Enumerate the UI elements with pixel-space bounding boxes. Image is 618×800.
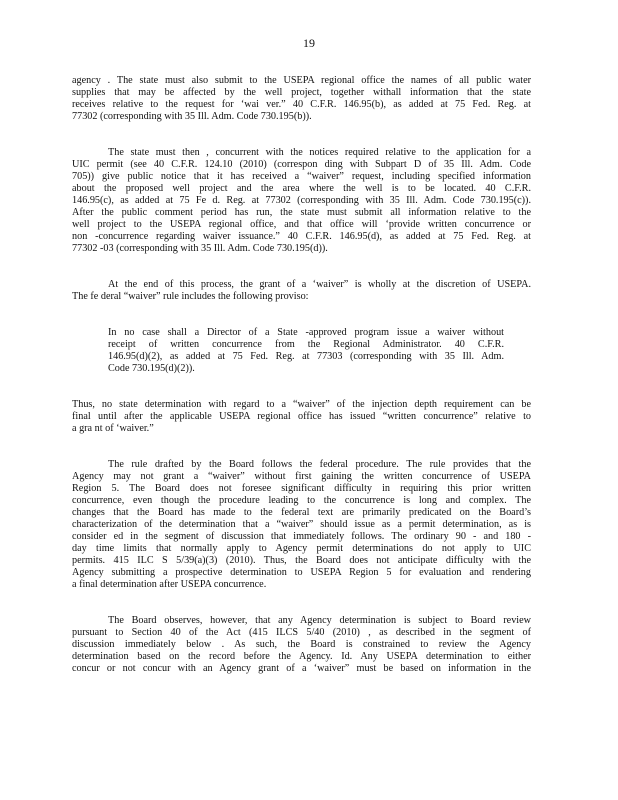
- text-line: The Board observes, however, that any Agency determination is subject to Board review: [108, 615, 531, 626]
- text-line: receives relative to the request for ‘wai ver.” 40 C.F.R. 146.95(b), as added at 75 Fed. Reg. at: [72, 99, 531, 110]
- text-line: a gra nt of ‘waiver.”: [72, 423, 154, 434]
- text-line: The fe deral “waiver” rule includes the following proviso:: [72, 291, 309, 302]
- text-line: characterization of the determination that a “waiver” should issue as a permit determination, as is: [72, 519, 531, 530]
- text-line: changes that the Board has made to the federal text are primarily predicated on the Board’s: [72, 507, 531, 518]
- text-line: Thus, no state determination with regard to a “waiver” of the injection depth requirement can be: [72, 399, 531, 410]
- text-line: At the end of this process, the grant of a ‘waiver” is wholly at the discretion of USEPA.: [108, 279, 531, 290]
- text-line: consider ed in the segment of discussion that immediately follows. The ordinary 90 - and 180 -: [72, 531, 531, 542]
- text-line: concur or not concur with an Agency grant of a ‘waiver” must be based on information in the: [72, 663, 531, 674]
- text-line: supplies that may be affected by the well project, together withall information that the state: [72, 87, 531, 98]
- text-line: 705)) give public notice that it has received a “waiver” request, including specified information: [72, 171, 531, 182]
- text-line: UIC permit (see 40 C.F.R. 124.10 (2010) (correspon ding with Subpart D of 35 Ill. Adm. Code: [72, 159, 531, 170]
- text-line: permits. 415 ILC S 5/39(a)(3) (2010). Thus, the Board does not anticipate difficulty with the: [72, 555, 531, 566]
- quote-line: In no case shall a Director of a State -approved program issue a waiver without: [108, 327, 504, 338]
- quote-line: Code 730.195(d)(2)).: [108, 363, 195, 374]
- text-line: day time limits that normally apply to Agency permit determinations do not apply to UIC: [72, 543, 531, 554]
- text-line: The state must then , concurrent with the notices required relative to the application for a: [108, 147, 531, 158]
- text-line: 146.95(c), as added at 75 Fe d. Reg. at 77302 (corresponding with 35 Ill. Adm. Code 730.195(c)).: [72, 195, 531, 206]
- quote-line: 146.95(d)(2), as added at 75 Fed. Reg. at 77303 (corresponding with 35 Ill. Adm.: [108, 351, 504, 362]
- text-line: final until after the applicable USEPA regional office has issued “written concurrence” relative to: [72, 411, 531, 422]
- text-line: agency . The state must also submit to the USEPA regional office the names of all public water: [72, 75, 531, 86]
- text-line: discussion immediately below . As such, the Board is constrained to review the Agency: [72, 639, 531, 650]
- text-line: Region 5. The Board does not foresee significant difficulty in requiring this prior written: [72, 483, 531, 494]
- text-line: After the public comment period has run, the state must submit all information relative to the: [72, 207, 531, 218]
- quote-line: receipt of written concurrence from the Regional Administrator. 40 C.F.R.: [108, 339, 504, 350]
- text-line: The rule drafted by the Board follows the federal procedure. The rule provides that the: [108, 459, 531, 470]
- text-line: about the proposed well project and the area where the well is to be located. 40 C.F.R.: [72, 183, 531, 194]
- text-line: well project to the USEPA regional office, and that office will ‘provide written concurrence or: [72, 219, 531, 230]
- page-number: 19: [303, 36, 315, 50]
- text-line: Agency submitting a prospective determination to USEPA Region 5 for evaluation and rendering: [72, 567, 531, 578]
- text-line: determination based on the record before the Agency. Id. Any USEPA determination to either: [72, 651, 531, 662]
- text-line: Agency may not grant a “waiver” without first gaining the written concurrence of USEPA: [72, 471, 531, 482]
- text-line: a final determination after USEPA concurrence.: [72, 579, 267, 590]
- text-line: 77302 (corresponding with 35 Ill. Adm. Code 730.195(b)).: [72, 111, 312, 122]
- text-line: non -concurrence regarding waiver issuance.” 40 C.F.R. 146.95(d), as added at 75 Fed. Reg. at: [72, 231, 531, 242]
- text-line: pursuant to Section 40 of the Act (415 ILCS 5/40 (2010) , as described in the segment of: [72, 627, 531, 638]
- text-line: 77302 -03 (corresponding with 35 Ill. Adm. Code 730.195(d)).: [72, 243, 328, 254]
- text-line: concurrence, even though the procedure leading to the concurrence is long and complex. The: [72, 495, 531, 506]
